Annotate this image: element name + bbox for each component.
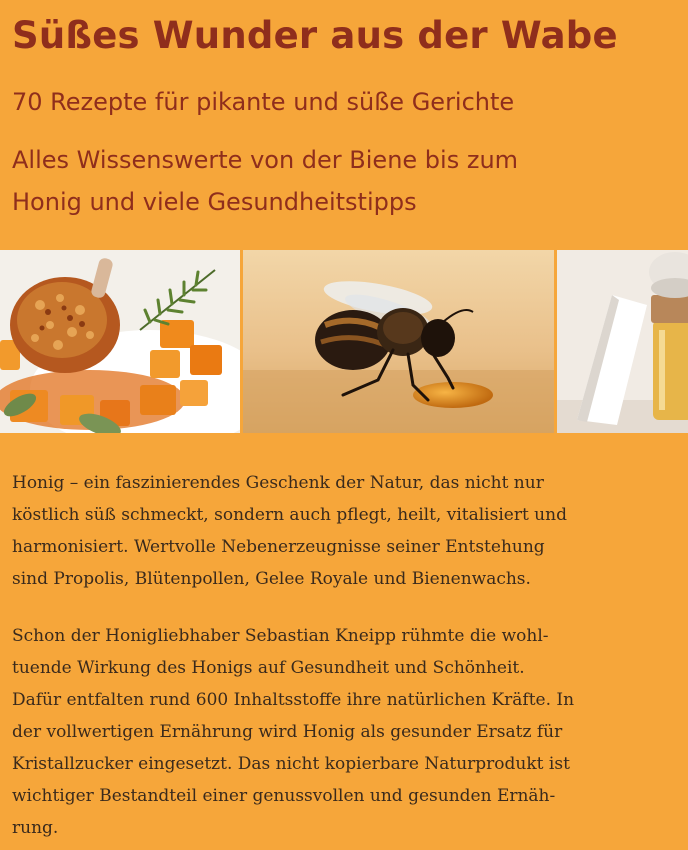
photo-strip (0, 250, 688, 433)
text-line: köstlich süß schmeckt, sondern auch pflegt, heilt, vitalisiert und (12, 505, 567, 525)
text-line: sind Propolis, Blütenpollen, Gelee Royale und Bienenwachs. (12, 569, 531, 589)
subtitle-recipes: 70 Rezepte für pikante und süße Gerichte (12, 88, 515, 116)
intro-paragraph (12, 467, 567, 595)
subtitle-knowledge-line-2: Honig und viele Gesundheitstipps (12, 188, 417, 216)
text-line: harmonisiert. Wertvolle Nebenerzeugnisse seiner Entstehung (12, 537, 545, 557)
text-line: wichtiger Bestandteil einer genussvollen und gesunden Ernäh- (12, 786, 556, 806)
bee-photo (243, 250, 554, 433)
text-line: Schon der Honigliebhaber Sebastian Kneipp rühmte die wohl- (12, 626, 549, 646)
text-line: tuende Wirkung des Honigs auf Gesundheit und Schönheit. (12, 658, 525, 678)
page-title: Süßes Wunder aus der Wabe (12, 14, 618, 57)
text-line: Dafür entfalten rund 600 Inhaltsstoffe ihre natürlichen Kräfte. In (12, 690, 575, 710)
kneipp-paragraph (12, 620, 574, 844)
text-line: Kristallzucker eingesetzt. Das nicht kopierbare Naturprodukt ist (12, 754, 570, 774)
text-line: der vollwertigen Ernährung wird Honig als gesunder Ersatz für (12, 722, 563, 742)
text-line: Honig – ein faszinierendes Geschenk der Natur, das nicht nur (12, 473, 544, 493)
text-line: rung. (12, 818, 59, 838)
honey-jar-photo (557, 250, 688, 433)
subtitle-knowledge-line-1: Alles Wissenswerte von der Biene bis zum (12, 146, 519, 174)
food-dish-photo (0, 250, 240, 433)
